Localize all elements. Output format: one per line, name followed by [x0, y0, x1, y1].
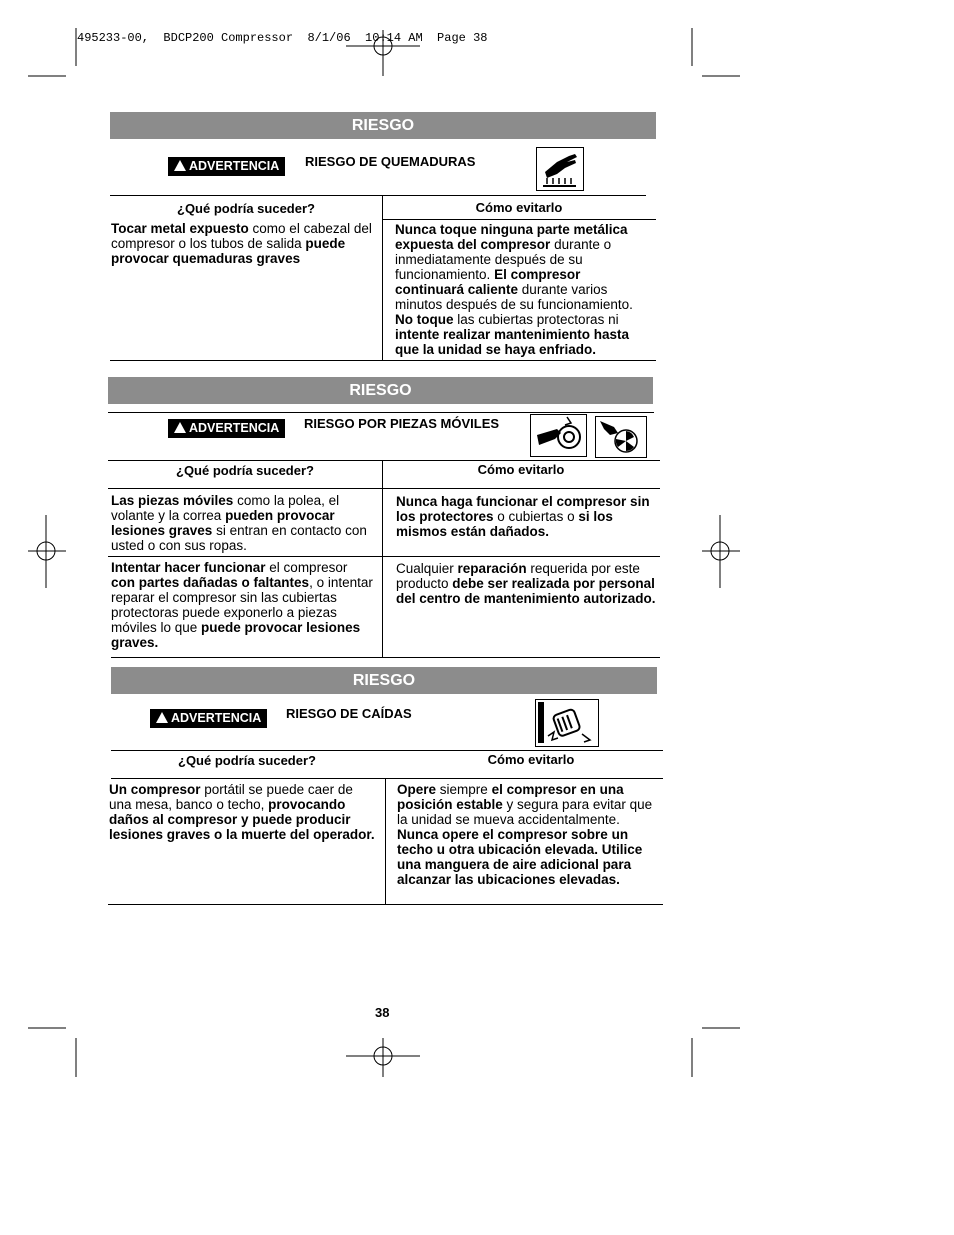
text-run: portátil se puede caer de una mesa, banco o techo, [109, 782, 353, 812]
text-run: No toque [395, 312, 454, 327]
section-1-band: RIESGO [110, 112, 656, 139]
section-3-divider-top [111, 750, 663, 751]
warning-triangle-icon [174, 422, 186, 433]
section-3-row-1-what [109, 782, 375, 842]
section-1-divider-top [110, 195, 646, 196]
section-1-hazard-title: RIESGO DE QUEMADURAS [305, 154, 476, 169]
print-header-line: 495233-00, BDCP200 Compressor 8/1/06 10:14 AM Page 38 [77, 31, 488, 45]
section-1-warning-label [168, 157, 285, 176]
text-run: Nunca opere el compresor sobre un techo u otra ubicación elevada. Utilice una manguera de aire adicional para alcanzar las ubicaciones elevadas. [397, 827, 643, 887]
text-run: , o intentar reparar el compresor sin las cubiertas protectoras puede exponerlo a piezas móviles lo que [111, 575, 373, 635]
section-2-col-divider [382, 460, 383, 657]
section-3-band: RIESGO [111, 667, 657, 694]
fan-hand-icon [595, 416, 647, 458]
section-2-header-rule [108, 488, 660, 489]
section-2-row-2-what [111, 560, 373, 650]
section-2-col-how: Cómo evitarlo [477, 462, 565, 477]
signal-word: ADVERTENCIA [171, 711, 262, 725]
text-run: Opere [397, 782, 437, 797]
text-run: y segura para evitar que la unidad se mueva accidentalmente. [397, 797, 653, 827]
section-2-divider-top [108, 460, 660, 461]
section-2-hazard-title: RIESGO POR PIEZAS MÓVILES [304, 416, 500, 431]
text-run: si entran en contacto con usted o con sus ropas. [111, 523, 367, 553]
section-2-col-what: ¿Qué podría suceder? [176, 463, 314, 478]
section-3-divider-bottom [108, 904, 663, 905]
moving-pulley-hand-icon [530, 414, 587, 457]
text-run: siempre [436, 782, 492, 797]
text-run: durante varios minutos después de su funcionamiento. [395, 282, 633, 312]
text-run: como la polea, el volante y la correa [111, 493, 340, 523]
page-number: 38 [375, 1005, 390, 1020]
text-run: debe ser realizada por personal del centro de mantenimiento autorizado. [396, 576, 656, 606]
section-2-row-1-what [111, 493, 373, 553]
section-2-row-separator [108, 556, 660, 557]
text-run: El compresor continuará caliente [395, 267, 581, 297]
warning-triangle-icon [174, 160, 186, 171]
text-run: puede provocar quemaduras graves [111, 236, 346, 266]
text-run: Las piezas móviles [111, 493, 234, 508]
text-run: el compresor en una posición estable [397, 782, 624, 812]
text-run: si los mismos están dañados. [396, 509, 613, 539]
text-run: las cubiertas protectoras ni [453, 312, 619, 327]
section-3-col-divider [385, 778, 386, 904]
text-run: el compresor [265, 560, 348, 575]
section-1-row-1-how [395, 222, 653, 357]
text-run: como el cabezal del compresor o los tubos de salida [111, 221, 372, 251]
section-3-col-how: Cómo evitarlo [487, 752, 575, 767]
section-1-divider-bottom [110, 360, 656, 361]
section-1-header-rule [382, 219, 656, 220]
section-2-row-1-how [396, 494, 656, 539]
text-run: Un compresor [109, 782, 201, 797]
text-run: pueden provocar lesiones graves [111, 508, 335, 538]
section-3-header-rule [111, 778, 663, 779]
signal-word: ADVERTENCIA [189, 421, 280, 435]
section-2-warning-label [168, 419, 285, 438]
section-1-col-what: ¿Qué podría suceder? [177, 201, 315, 216]
section-3-hazard-title: RIESGO DE CAÍDAS [286, 706, 412, 721]
hot-surface-hand-icon [536, 147, 584, 191]
text-run: intente realizar mantenimiento hasta que la unidad se haya enfriado. [395, 327, 630, 357]
text-run: Nunca toque ninguna parte metálica expuesta del compresor [395, 222, 628, 252]
text-run: Cualquier [396, 561, 458, 576]
section-2-row-2-how [396, 561, 656, 606]
section-1-col-how: Cómo evitarlo [475, 200, 563, 215]
text-run: puede provocar lesiones graves. [111, 620, 361, 650]
section-2-band: RIESGO [108, 377, 653, 404]
text-run: reparación [457, 561, 527, 576]
text-run: con partes dañadas o faltantes [111, 575, 310, 590]
falling-compressor-icon [535, 699, 599, 747]
section-1-row-1-what [111, 221, 373, 266]
section-2-divider-bottom [111, 657, 660, 658]
text-run: requerida por este producto [396, 561, 640, 591]
text-run: o cubiertas o [493, 509, 579, 524]
section-1-col-divider [382, 195, 383, 360]
section-3-row-1-how [397, 782, 661, 887]
text-run: Intentar hacer funcionar [111, 560, 266, 575]
signal-word: ADVERTENCIA [189, 159, 280, 173]
section-3-col-what: ¿Qué podría suceder? [178, 753, 316, 768]
warning-triangle-icon [156, 712, 168, 723]
text-run: Tocar metal expuesto [111, 221, 249, 236]
section-2-top-rule [108, 412, 654, 413]
section-3-warning-label [150, 709, 267, 728]
text-run: provocando daños al compresor y puede producir lesiones graves o la muerte del operador. [109, 797, 375, 842]
text-run: Nunca haga funcionar el compresor sin los protectores [396, 494, 650, 524]
text-run: durante o inmediatamente después de su funcionamiento. [395, 237, 612, 282]
